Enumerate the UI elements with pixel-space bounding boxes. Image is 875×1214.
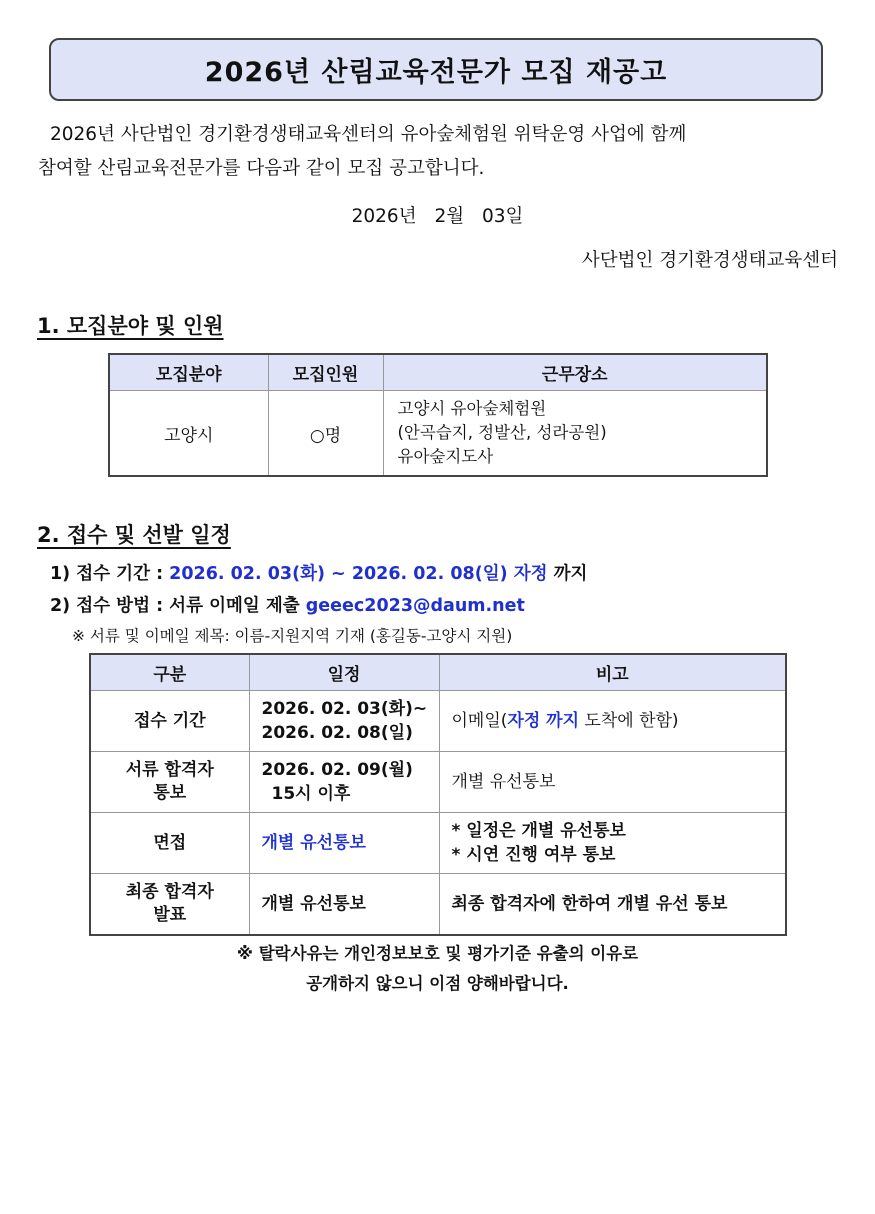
schedule-item-period [50,560,587,585]
category-line-2: 통보 [153,783,187,803]
cell-schedule [249,752,439,813]
header-category: 구분 [90,654,249,691]
cell-category: 접수 기간 [90,691,249,752]
intro-line-2: 참여할 산림교육전문가를 다음과 같이 모집 공고합니다. [38,158,485,179]
location-line-3: 유아숲지도사 [397,447,494,466]
schedule-line-2: 15시 이후 [271,784,351,804]
schedule-line-1: 2026. 02. 09(월) [261,760,413,780]
cell-category: 면접 [90,813,249,874]
announcement-date: 2026년 2월 03일 [351,206,524,227]
header-count: 모집인원 [268,354,383,391]
category-line-1: 최종 합격자 [125,882,214,902]
cell-schedule [249,691,439,752]
cell-location [383,391,767,477]
period-suffix: 까지 [547,564,588,584]
page-title: 2026년 산림교육전문가 모집 재공고 [49,38,823,101]
cell-remark [439,813,786,874]
table-row [90,874,786,936]
table-row [90,752,786,813]
footnote-line-1: ※ 탈락사유는 개인정보보호 및 평가기준 유출의 이유로 [236,944,639,963]
remark-emphasis: 자정 까지 [507,711,580,731]
intro-paragraph [38,118,838,186]
table-row [90,691,786,752]
email-address: geeec2023@daum.net [305,596,525,616]
submission-note: ※ 서류 및 이메일 제목: 이름-지원지역 기재 (홍길동-고양시 지원) [72,627,513,645]
table-row [109,391,767,477]
category-line-1: 서류 합격자 [125,760,214,780]
table-header-row [90,654,786,691]
cell-schedule: 개별 유선통보 [249,874,439,936]
remark-line-2: * 시연 진행 여부 통보 [451,845,616,865]
header-location: 근무장소 [383,354,767,391]
location-line-2: (안곡습지, 정발산, 성라공원) [397,423,607,442]
cell-remark [439,691,786,752]
location-line-1: 고양시 유아숲체험원 [397,399,547,418]
schedule-item-method [50,592,525,617]
method-label: 2) 접수 방법 : 서류 이메일 제출 [50,596,306,616]
footnote-line-2: 공개하지 않으니 이점 양해바랍니다. [306,974,569,993]
recruitment-table [108,353,768,477]
period-value: 2026. 02. 03(화) ~ 2026. 02. 08(일) 자정 [169,564,548,584]
cell-category [90,874,249,936]
header-field: 모집분야 [109,354,268,391]
section-1-heading: 1. 모집분야 및 인원 [37,314,224,338]
category-line-2: 발표 [153,905,187,925]
cell-count: ○명 [268,391,383,477]
schedule-line-1: 2026. 02. 03(화)~ [261,699,428,719]
remark-post: 도착에 한함) [579,711,679,731]
remark-line-1: * 일정은 개별 유선통보 [451,821,626,841]
header-schedule: 일정 [249,654,439,691]
cell-remark: 최종 합격자에 한하여 개별 유선 통보 [439,874,786,936]
cell-remark: 개별 유선통보 [439,752,786,813]
intro-line-1: 2026년 사단법인 경기환경생태교육센터의 유아숲체험원 위탁운영 사업에 함께 [50,124,687,145]
organization-name: 사단법인 경기환경생태교육센터 [581,250,838,271]
table-header-row [109,354,767,391]
cell-field: 고양시 [109,391,268,477]
period-label: 1) 접수 기간 : [50,564,170,584]
remark-pre: 이메일( [451,711,508,731]
cell-schedule: 개별 유선통보 [249,813,439,874]
table-row [90,813,786,874]
schedule-table [89,653,787,936]
header-remark: 비고 [439,654,786,691]
section-2-heading: 2. 접수 및 선발 일정 [37,523,231,547]
cell-category [90,752,249,813]
schedule-line-2: 2026. 02. 08(일) [261,723,413,743]
